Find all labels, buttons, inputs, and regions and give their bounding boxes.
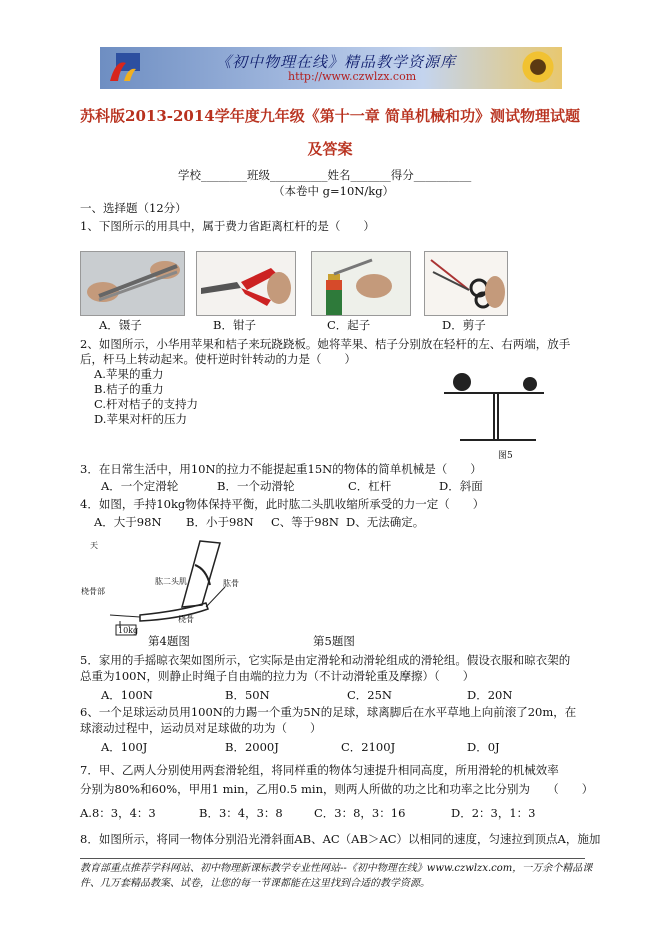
sunflower-icon <box>520 49 556 85</box>
fig4-label-bone: 桡骨 <box>178 615 194 624</box>
q5-stem-line1: 5．家用的手摇晾衣架如图所示，它实际是由定滑轮和动滑轮组成的滑轮组。假设衣服和晾衣架的 <box>80 653 571 667</box>
scissors-photo <box>424 251 508 316</box>
q7-option-a: A.8：3，4：3 <box>80 806 156 820</box>
fig4-caption: 第4题图 <box>148 634 190 648</box>
q7-option-b: B．3：4，3：8 <box>199 806 283 820</box>
q4-option-c: C、等于98N <box>271 515 339 529</box>
q2-stem-line1: 2、如图所示，小华用苹果和桔子来玩跷跷板。她将苹果、桔子分别放在轻杆的左、右两端，放手 <box>80 337 571 351</box>
q7-option-d: D．2：3，1：3 <box>451 806 536 820</box>
q5-option-b: B．50N <box>225 688 270 702</box>
q1-option-c: C．起子 <box>327 318 371 332</box>
q1-option-b: B．钳子 <box>213 318 256 332</box>
q7-stem-line2: 分别为80%和60%，甲用1 min，乙用0.5 min，则两人所做的功之比和功率之比分别为 （ ） <box>80 782 594 796</box>
tweezers-photo <box>80 251 185 316</box>
q7-option-c: C．3：8，3：16 <box>314 806 406 820</box>
q5-option-d: D．20N <box>467 688 513 702</box>
seesaw-figure <box>440 368 550 458</box>
q8-stem: 8．如图所示，将同一物体分别沿光滑斜面AB、AC（AB＞AC）以相同的速度，匀速拉到顶点A，施加 <box>80 832 601 846</box>
student-info-line: 学校________班级__________姓名_______得分__________ <box>178 168 472 182</box>
q2-option-b: B.桔子的重力 <box>94 382 164 396</box>
site-logo-icon <box>106 51 142 85</box>
q4-stem: 4．如图，手持10kg物体保持平衡，此时肱二头肌收缩所承受的力一定（ ） <box>80 497 485 511</box>
fig5-caption: 第5题图 <box>313 634 355 648</box>
fig4-label-left-top: 天 <box>90 541 98 550</box>
q5-option-c: C．25N <box>347 688 392 702</box>
q3-option-a: A．一个定滑轮 <box>101 479 179 493</box>
q6-option-a: A．100J <box>101 740 148 754</box>
site-banner <box>100 47 562 89</box>
q1-option-d: D．剪子 <box>442 318 486 332</box>
document-title-line1: 苏科版2013-2014学年度九年级《第十一章 简单机械和功》测试物理试题 <box>80 107 580 125</box>
q6-option-d: D．0J <box>467 740 500 754</box>
q2-figure-label: 图5 <box>498 451 513 461</box>
q4-option-b: B．小于98N <box>186 515 254 529</box>
q2-stem-line2: 后，杆马上转动起来。使杆逆时针转动的力是（ ） <box>80 352 356 366</box>
fig4-label-mass: 10kg <box>118 626 139 635</box>
gravity-note: （本卷中 g=10N/kg） <box>273 184 395 198</box>
q3-option-b: B．一个动滑轮 <box>217 479 295 493</box>
q4-option-d: D、无法确定。 <box>346 515 425 529</box>
q6-stem-line2: 球滚动过程中，运动员对足球做的功为（ ） <box>80 721 322 735</box>
fig4-label-muscle: 肱二头肌 <box>155 577 187 586</box>
footer-line1: 教育部重点推荐学科网站、初中物理新课标教学专业性网站--《初中物理在线》www.czwlzx.com，一万余个精品课 <box>80 863 593 874</box>
page-footer <box>80 858 593 891</box>
q1-option-a: A．镊子 <box>99 318 142 332</box>
q3-option-d: D．斜面 <box>439 479 483 493</box>
q7-stem-line1: 7．甲、乙两人分别使用两套滑轮组，将同样重的物体匀速提升相同高度，所用滑轮的机械效率 <box>80 763 559 777</box>
bottle-opener-photo <box>311 251 411 316</box>
q5-stem-line2: 总重为100N，则静止时绳子自由端的拉力为（不计动滑轮重及摩擦）（ ） <box>80 669 475 683</box>
q2-option-c: C.杆对桔子的支持力 <box>94 397 199 411</box>
q3-stem: 3．在日常生活中，用10N的拉力不能提起重15N的物体的简单机械是（ ） <box>80 462 482 476</box>
banner-title: 《初中物理在线》精品教学资源库 <box>216 53 457 71</box>
fig4-label-left-mid: 桡骨部 <box>81 587 105 596</box>
q6-option-b: B．2000J <box>225 740 279 754</box>
q5-option-a: A．100N <box>101 688 153 702</box>
q3-option-c: C．杠杆 <box>348 479 392 493</box>
footer-line2: 件、几万套精品教案、试卷，让您的每一节课都能在这里找到合适的教学资源。 <box>80 878 430 889</box>
banner-url[interactable]: http://www.czwlzx.com <box>288 70 417 83</box>
q2-option-d: D.苹果对杆的压力 <box>94 412 187 426</box>
pliers-photo <box>196 251 296 316</box>
q6-stem-line1: 6、一个足球运动员用100N的力踢一个重为5N的足球，球离脚后在水平草地上向前滚了20m，在 <box>80 705 577 719</box>
section-heading: 一、选择题（12分） <box>80 201 187 215</box>
fig4-label-elbow: 肱骨 <box>223 579 239 588</box>
q6-option-c: C．2100J <box>341 740 396 754</box>
document-title-line2: 及答案 <box>307 140 353 158</box>
q2-option-a: A.苹果的重力 <box>94 367 164 381</box>
q1-stem: 1、下图所示的用具中，属于费力省距离杠杆的是（ ） <box>80 219 375 233</box>
q4-option-a: A．大于98N <box>94 515 162 529</box>
